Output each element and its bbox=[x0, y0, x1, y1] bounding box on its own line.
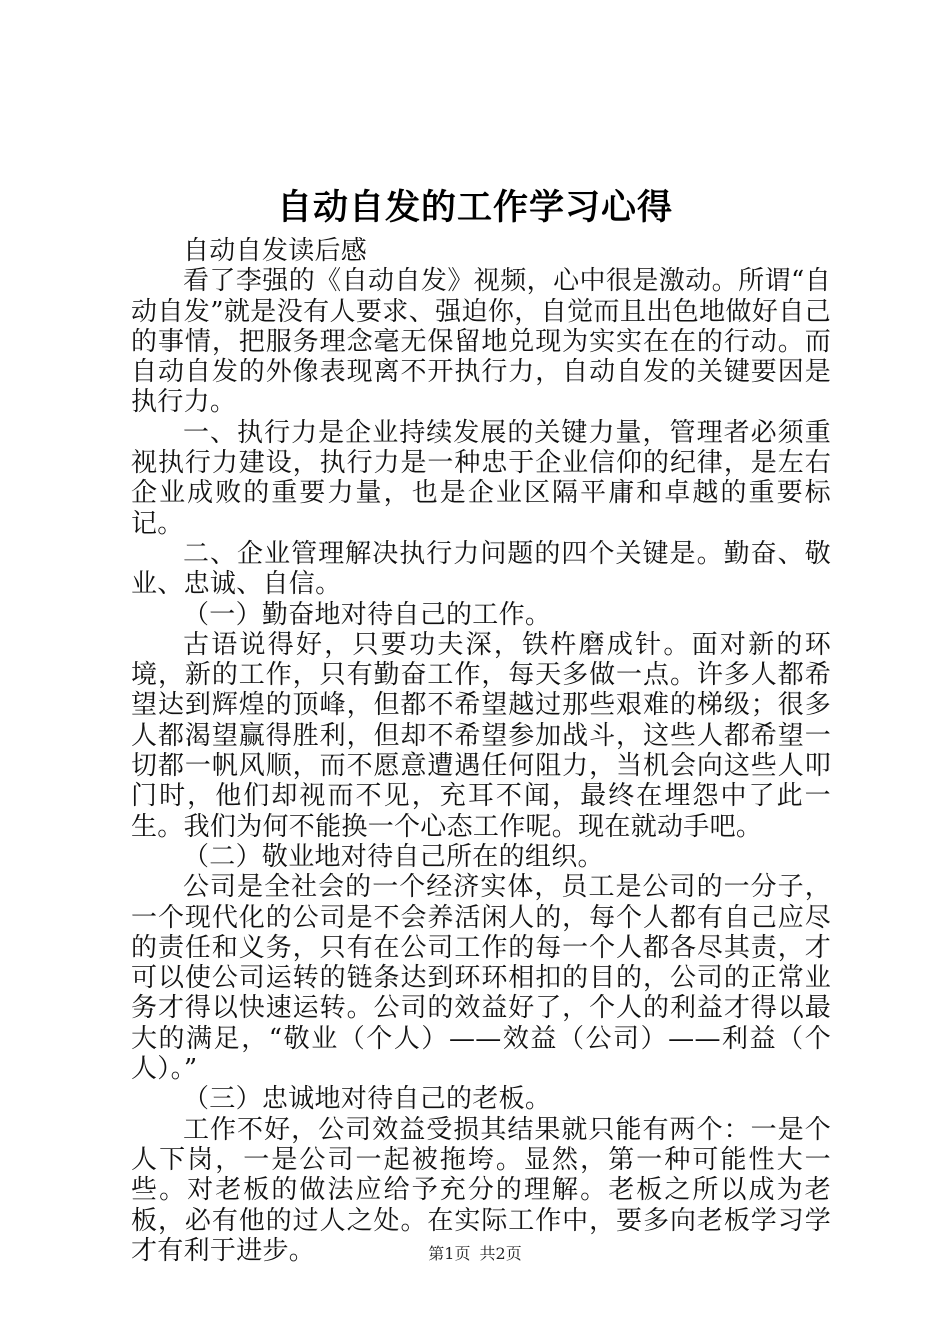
paragraph-subtitle: 自动自发读后感 bbox=[183, 236, 368, 266]
page-footer bbox=[0, 1244, 950, 1264]
page-number: 第1页 bbox=[428, 1244, 471, 1263]
section-heading-dedication: （二）敬业地对待自己所在的组织。 bbox=[183, 841, 604, 872]
document-title: 自动自发的工作学习心得 bbox=[276, 188, 673, 228]
paragraph-loyalty: 工作不好，公司效益受损其结果就只能有两个：一是个人下岗，一是公司一起被拖垮。显然，第一种可能性大一些。对老板的做法应给予充分的理解。老板之所以成为老板，必有他的过人之处。在实际工作中，要多向老板学习学才有利于进步。 bbox=[131, 1114, 831, 1266]
paragraph-dedication: 公司是全社会的一个经济实体，员工是公司的一分子，一个现代化的公司是不会养活闲人的，每个人都有自己应尽的责任和义务，只有在公司工作的每一个人都各尽其责，才可以使公司运转的链条达到环环相扣的目的，公司的正常业务才得以快速运转。公司的效益好了，个人的利益才得以最大的满足，“敬业（个人）——效益（公司）——利益（个人）。” bbox=[131, 872, 831, 1085]
page-total: 共2页 bbox=[479, 1244, 522, 1263]
document-body bbox=[131, 236, 831, 1266]
paragraph-diligence: 古语说得好，只要功夫深，铁杵磨成针。面对新的环境，新的工作，只有勤奋工作，每天多做一点。许多人都希望达到辉煌的顶峰，但都不希望越过那些艰难的梯级；很多人都渴望赢得胜利，但却不希望参加战斗，这些人都希望一切都一帆风顺，而不愿意遭遇任何阻力，当机会向这些人叩门时，他们却视而不见，充耳不闻，最终在埋怨中了此一生。我们为何不能换一个心态工作呢。现在就动手吧。 bbox=[131, 629, 831, 842]
paragraph-point-one: 一、执行力是企业持续发展的关键力量，管理者必须重视执行力建设，执行力是一种忠于企业信仰的纪律，是左右企业成败的重要力量，也是企业区隔平庸和卓越的重要标记。 bbox=[131, 417, 831, 539]
paragraph-point-two: 二、企业管理解决执行力问题的四个关键是。勤奋、敬业、忠诚、自信。 bbox=[131, 538, 831, 600]
section-heading-diligence: （一）勤奋地对待自己的工作。 bbox=[183, 599, 552, 630]
paragraph-intro: 看了李强的《自动自发》视频，心中很是激动。所谓“自动自发”就是没有人要求、强迫你，自觉而且出色地做好自己的事情，把服务理念毫无保留地兑现为实实在在的行动。而自动自发的外像表现离不开执行力，自动自发的关键要因是执行力。 bbox=[131, 266, 831, 418]
section-heading-loyalty: （三）忠诚地对待自己的老板。 bbox=[183, 1084, 552, 1115]
